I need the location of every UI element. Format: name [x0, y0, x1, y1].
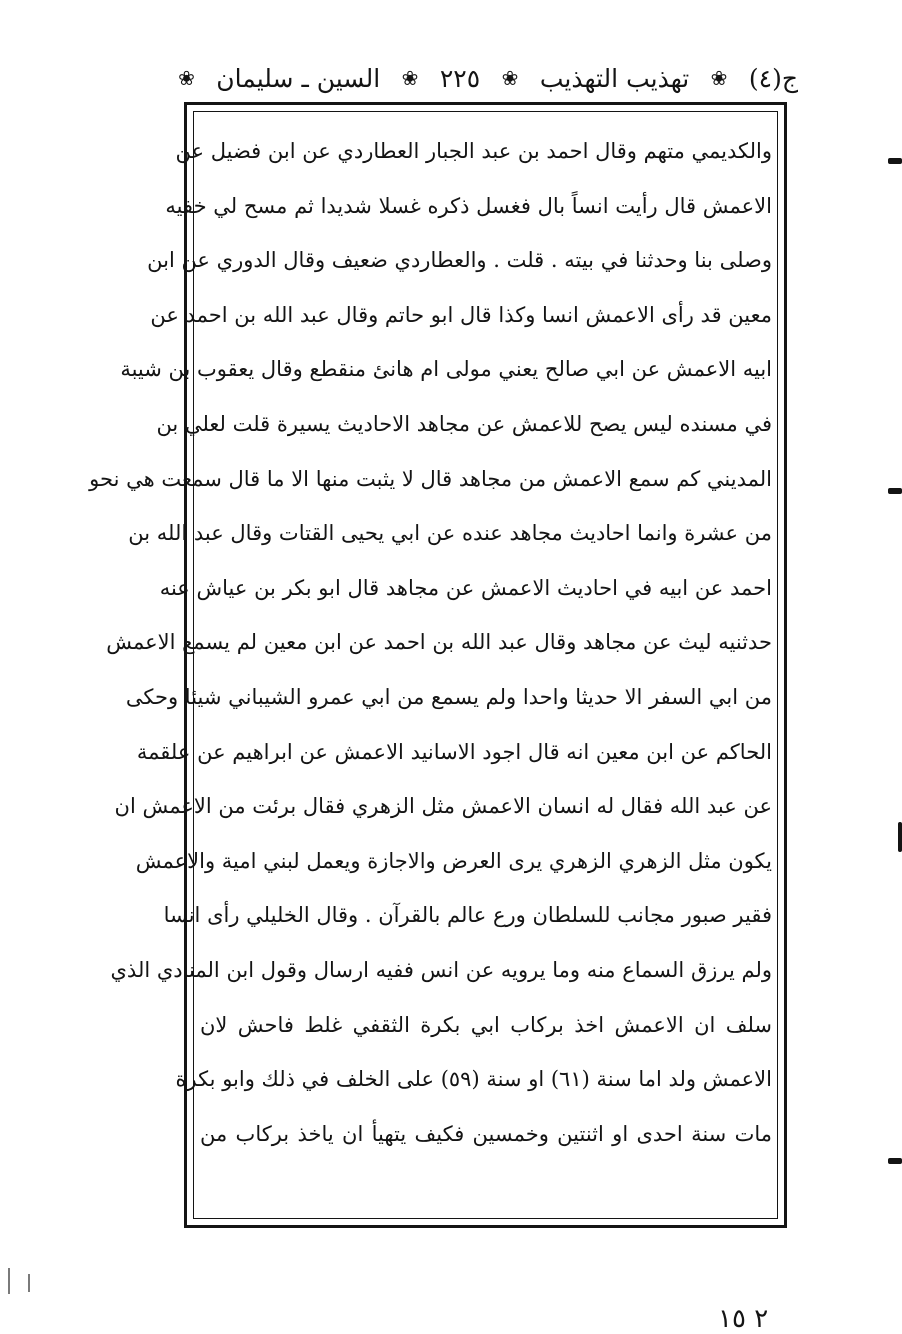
text-line: ولم يرزق السماع منه وما يرويه عن انس ففيه ارسال وقول ابن المنادي الذي [110, 957, 772, 982]
text-line: من ابي السفر الا حديثا واحدا ولم يسمع من ابي عمرو الشيباني شيئا وحكى [125, 684, 772, 709]
text-line: يكون مثل الزهري الزهري يرى العرض والاجازة ويعمل لبني امية والاعمش [135, 848, 772, 873]
running-header [178, 52, 798, 104]
ornament-icon: ❀ [401, 66, 419, 90]
text-line: مات سنة احدى او اثنتين وخمسين فكيف يتهيأ ان ياخذ بركاب من [200, 1121, 772, 1146]
text-line: الحاكم عن ابن معين انه قال اجود الاسانيد الاعمش عن ابراهيم عن علقمة [136, 739, 772, 764]
text-line: والكديمي متهم وقال احمد بن عبد الجبار العطاردي عن ابن فضيل عن [175, 139, 772, 163]
scan-artifact [8, 1268, 10, 1294]
text-line: احمد عن ابيه في احاديث الاعمش عن مجاهد قال ابو بكر بن عياش عنه [159, 575, 772, 600]
ornament-icon: ❀ [178, 66, 195, 90]
margin-mark [888, 158, 902, 164]
text-line: المديني كم سمع الاعمش من مجاهد قال لا يثبت منها الا ما قال سمعت هي نحو [89, 466, 772, 491]
ornament-icon: ❀ [501, 66, 519, 90]
text-line: من عشرة وانما احاديث مجاهد عنده عن ابي يحيى القتات وقال عبد الله بن [128, 521, 772, 546]
page-number: ٢٢٥ [439, 63, 481, 93]
volume-label: ج(٤) [748, 63, 798, 93]
text-line: وصلى بنا وحدثنا في بيته . قلت . والعطاردي ضعيف وقال الدوري عن ابن [147, 248, 772, 273]
text-line: معين قد رأى الاعمش انسا وكذا قال ابو حاتم وقال عبد الله بن احمد عن [150, 302, 772, 327]
text-line: سلف ان الاعمش اخذ بركاب ابي بكرة الثقفي غلط فاحش لان [200, 1012, 772, 1037]
section-title: السين ـ سليمان [216, 63, 381, 93]
scan-artifact [28, 1274, 30, 1292]
text-line: حدثنيه ليث عن مجاهد وقال عبد الله بن احمد عن ابن معين لم يسمع الاعمش [106, 630, 772, 655]
book-title: تهذيب التهذيب [539, 63, 690, 93]
text-line: الاعمش قال رأيت انساً بال فغسل ذكره غسلا شديدا ثم مسح لي خفيه [165, 193, 772, 218]
text-line: في مسنده ليس يصح للاعمش عن مجاهد الاحاديث يسيرة قلت لعلي بن [156, 411, 772, 436]
body-text [89, 124, 772, 1216]
text-line: عن عبد الله فقال له انسان الاعمش مثل الزهري فقال برئت من الاعمش ان [114, 794, 772, 819]
ornament-icon: ❀ [710, 66, 728, 90]
margin-mark [888, 1158, 902, 1164]
margin-mark [898, 822, 902, 852]
margin-mark [888, 488, 902, 494]
signature-mark: ٢ ١٥ [718, 1304, 769, 1334]
text-line: ابيه الاعمش عن ابي صالح يعني مولى ام هانئ منقطع وقال يعقوب بن شيبة [120, 357, 772, 382]
text-line: فقير صبور مجانب للسلطان ورع عالم بالقرآن . وقال الخليلي رأى انسا [163, 903, 772, 928]
text-line: الاعمش ولد اما سنة (٦١) او سنة (٥٩) على الخلف في ذلك وابو بكرة [175, 1067, 772, 1092]
